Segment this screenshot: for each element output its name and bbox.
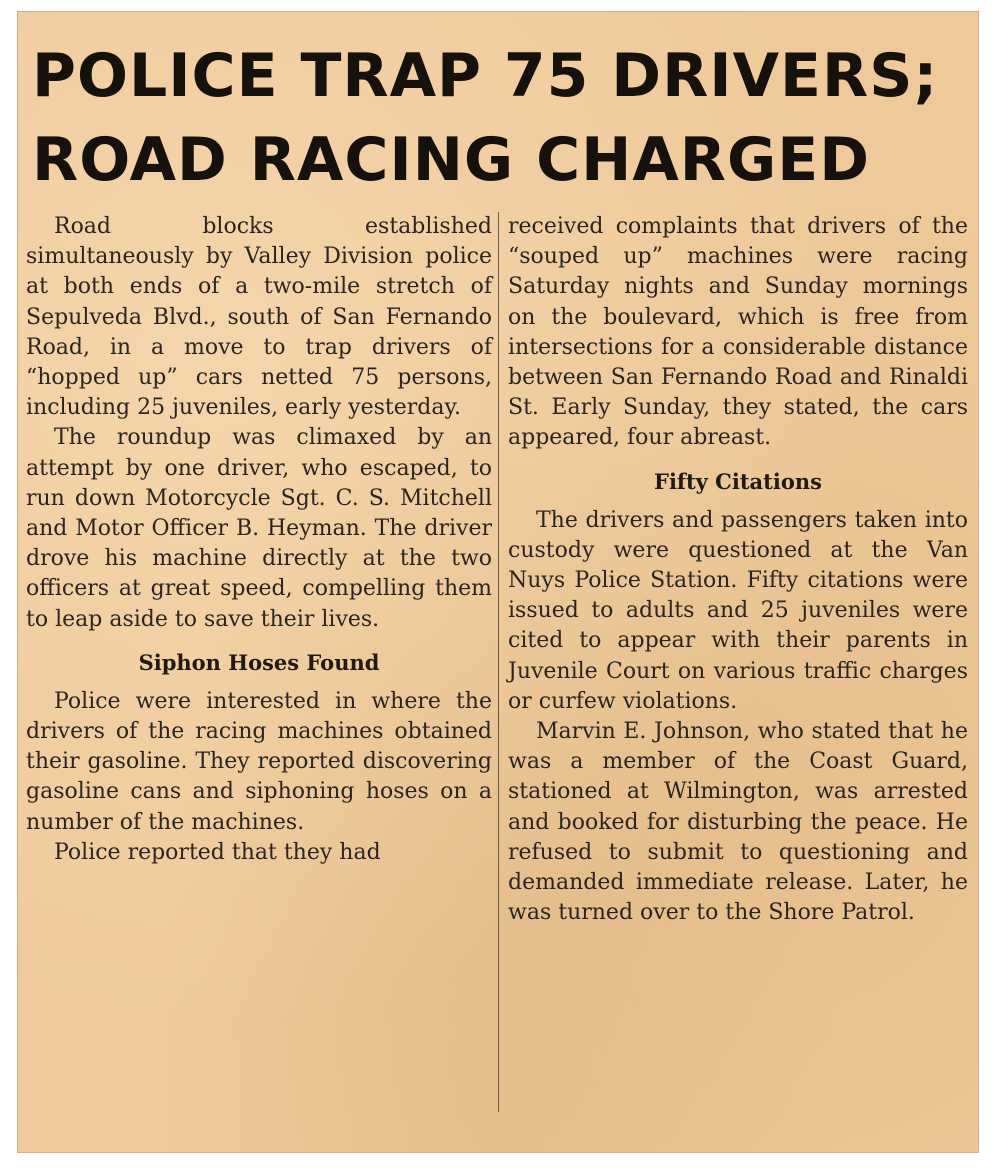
paragraph-gasoline: Police were interested in where the drivers of the racing machines obtained their gasoline. They reported discovering gasoline cans and siphoning hoses on a number of the machines. bbox=[26, 688, 492, 835]
newspaper-clipping bbox=[18, 12, 978, 1152]
paragraph-custody: The drivers and passengers taken into custody were questioned at the Van Nuys Police Station. Fifty citations were issued to adults and 25 juveniles were cited to appear with their parents in Juvenile Court on various traffic charges or curfew violations. bbox=[508, 507, 968, 714]
paragraph-roadblocks: Road blocks established simultaneously by Valley Division police at both ends of a two-mile stretch of Sepulveda Blvd., south of San Fernando Road, in a move to trap drivers of “hopped up” cars netted 75 persons, including 25 juveniles, early yesterday. bbox=[26, 214, 492, 421]
left-column bbox=[26, 212, 492, 868]
headline bbox=[32, 34, 972, 202]
headline-line-2: ROAD RACING CHARGED bbox=[32, 125, 870, 195]
right-column bbox=[508, 212, 968, 928]
paragraph-johnson: Marvin E. Johnson, who stated that he was a member of the Coast Guard, stationed at Wilmington, was arrested and booked for disturbing the peace. He refused to submit to questioning and demanded immediate release. Later, he was turned over to the Shore Patrol. bbox=[508, 719, 968, 926]
paragraph-police-reported: Police reported that they had bbox=[54, 839, 381, 865]
column-divider bbox=[498, 212, 499, 1112]
paragraph-roundup: The roundup was climaxed by an attempt by one driver, who escaped, to run down Motorcycle Sgt. C. S. Mitchell and Motor Officer B. Heyman. The driver drove his machine directly at the two officers at great speed, compelling them to leap aside to save their lives. bbox=[26, 425, 492, 632]
subhead-siphon-hoses: Siphon Hoses Found bbox=[138, 649, 380, 675]
headline-line-1: POLICE TRAP 75 DRIVERS; bbox=[32, 41, 939, 111]
subhead-fifty-citations: Fifty Citations bbox=[654, 468, 822, 494]
paragraph-complaints: received complaints that drivers of the “souped up” machines were racing Saturday nights and Sunday mornings on the boulevard, which is free from intersections for a considerable distance between San Fernando Road and Rinaldi St. Early Sunday, they stated, the cars appeared, four abreast. bbox=[508, 214, 968, 451]
